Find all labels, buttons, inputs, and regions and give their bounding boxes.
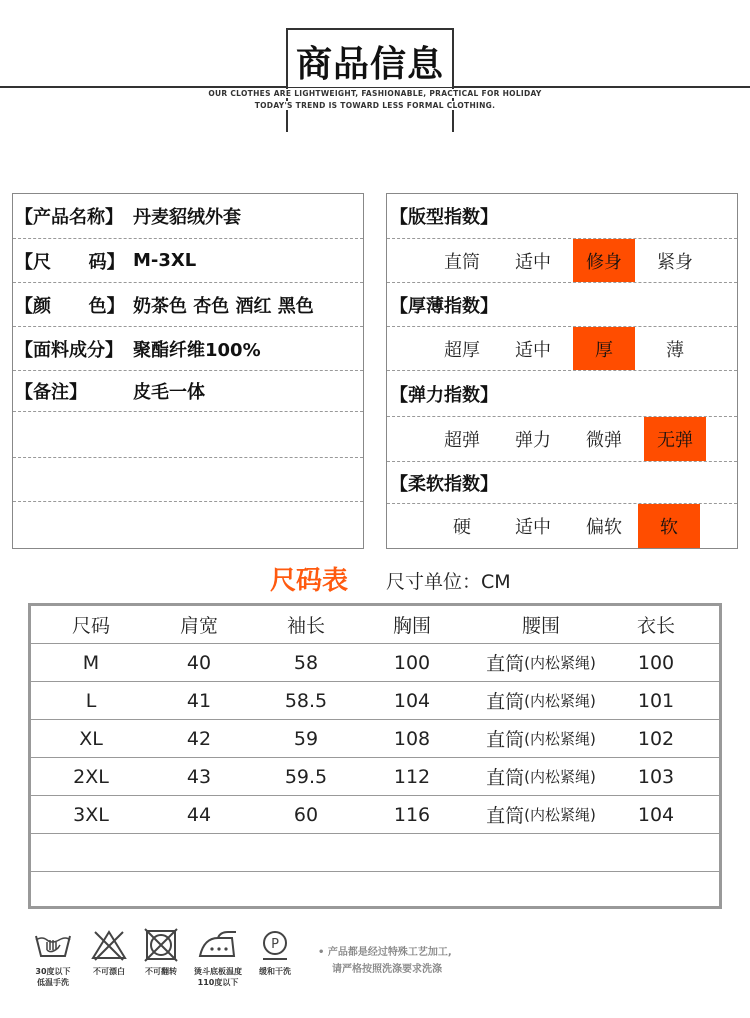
page-title: 商品信息 (288, 36, 452, 87)
table-cell: 40 (186, 651, 212, 674)
index-option: 紧身 (657, 251, 693, 273)
table-header-cell: 胸围 (392, 615, 431, 637)
care-label: 烫斗底板温度 110度以下 (194, 967, 242, 987)
waist-type: 直筒 (486, 767, 525, 789)
info-label: 【面料成分】 (15, 339, 123, 361)
index-option: 适中 (515, 339, 551, 361)
waist-type: 直筒 (486, 805, 525, 827)
index-panel (386, 193, 738, 549)
table-row (31, 720, 719, 758)
no-bleach-icon (89, 928, 129, 962)
info-row-size (13, 239, 363, 283)
index-option: 超弹 (444, 430, 480, 451)
no-tumble-dry-icon (141, 928, 181, 962)
waist-type: 直筒 (486, 729, 525, 751)
table-cell: 101 (637, 689, 675, 712)
table-cell: 100 (637, 651, 675, 674)
table-cell: 103 (637, 765, 675, 788)
info-value: 丹麦貂绒外套 (133, 207, 241, 228)
table-cell: M (82, 651, 100, 674)
index-title-row (387, 194, 737, 239)
table-cell (471, 796, 611, 833)
hand-wash-icon (33, 928, 73, 962)
table-cell: 104 (393, 689, 431, 712)
info-row-empty (13, 458, 363, 502)
table-cell: 58.5 (284, 689, 328, 712)
index-options-row (387, 327, 737, 371)
table-cell (471, 758, 611, 795)
table-header-cell: 衣长 (636, 615, 675, 637)
table-row (31, 644, 719, 682)
info-row-fabric (13, 327, 363, 371)
waist-type: 直筒 (486, 653, 525, 675)
table-cell: 102 (637, 727, 675, 750)
care-no-bleach (86, 928, 132, 977)
index-option: 厚 (573, 327, 635, 370)
table-cell: 104 (637, 803, 675, 826)
table-header-cell: 袖长 (286, 615, 325, 637)
index-option: 软 (638, 504, 700, 548)
index-option: 适中 (515, 517, 551, 538)
table-cell (471, 644, 611, 681)
dry-clean-icon (255, 928, 295, 962)
info-row-empty (13, 412, 363, 458)
index-title: 【版型指数】 (390, 207, 498, 228)
care-iron (186, 928, 250, 988)
waist-note: (内松紧绳) (524, 806, 596, 824)
table-cell: 108 (393, 727, 431, 750)
info-row-name (13, 194, 363, 239)
info-label: 【产品名称】 (15, 207, 123, 228)
table-cell: 59.5 (284, 765, 328, 788)
index-option: 适中 (515, 251, 551, 273)
table-header-cell: 肩宽 (179, 615, 218, 637)
table-cell: 43 (186, 765, 212, 788)
index-title: 【厚薄指数】 (390, 295, 498, 317)
index-title-row (387, 283, 737, 327)
index-option: 无弹 (644, 417, 706, 461)
waist-note: (内松紧绳) (524, 692, 596, 710)
table-header-cell: 腰围 (521, 615, 560, 637)
info-label: 【颜 色】 (15, 295, 125, 317)
waist-note: (内松紧绳) (524, 768, 596, 786)
index-title: 【弹力指数】 (390, 384, 498, 406)
index-title-row (387, 462, 737, 504)
index-option: 弹力 (515, 430, 551, 451)
care-note-line2: 请严格按照洗涤要求洗涤 (332, 964, 442, 975)
table-row-empty (31, 872, 719, 910)
header-subtitle-2: TODAY'S TREND IS TOWARD LESS FORMAL CLOTHING. (250, 101, 500, 110)
care-label: 缓和干洗 (259, 967, 291, 976)
table-row (31, 796, 719, 834)
index-option: 偏软 (586, 517, 622, 538)
table-cell: XL (79, 727, 103, 750)
table-cell: 59 (293, 727, 319, 750)
table-cell: 41 (186, 689, 212, 712)
table-cell: 58 (293, 651, 319, 674)
table-cell: 3XL (73, 803, 109, 826)
waist-note: (内松紧绳) (524, 654, 596, 672)
table-cell (471, 682, 611, 719)
care-hand-wash (28, 928, 78, 988)
info-label: 【备注】 (15, 382, 87, 403)
care-no-tumble (138, 928, 184, 977)
index-option: 修身 (573, 239, 635, 282)
index-title-row (387, 371, 737, 417)
table-row (31, 758, 719, 796)
table-header-cell: 尺码 (71, 615, 110, 637)
size-chart-title: 尺码表 (270, 566, 349, 596)
info-label: 【尺 码】 (15, 251, 125, 273)
index-options-row (387, 504, 737, 548)
info-row-color (13, 283, 363, 327)
info-value: 奶茶色 杏色 酒红 黑色 (133, 295, 314, 317)
index-title: 【柔软指数】 (390, 473, 498, 495)
index-options-row (387, 417, 737, 462)
table-cell: L (85, 689, 97, 712)
table-cell: 2XL (73, 765, 109, 788)
table-row-empty (31, 834, 719, 872)
info-value: 皮毛一体 (133, 382, 205, 403)
table-cell: 44 (186, 803, 212, 826)
table-cell: 60 (293, 803, 319, 826)
svg-text:P: P (271, 937, 279, 952)
index-option: 薄 (666, 339, 684, 361)
care-note-line1: • 产品都是经过特殊工艺加工, (318, 947, 452, 958)
index-option: 直筒 (444, 251, 480, 273)
info-value: 聚酯纤维100% (133, 339, 261, 361)
waist-note: (内松紧绳) (524, 730, 596, 748)
care-dry-clean (252, 928, 298, 977)
header-subtitle-1: OUR CLOTHES ARE LIGHTWEIGHT, FASHIONABLE, PRACTICAL FOR HOLIDAY (180, 89, 570, 98)
iron-icon (196, 928, 240, 962)
waist-type: 直筒 (486, 691, 525, 713)
size-table (28, 603, 722, 909)
care-label: 不可漂白 (93, 967, 125, 976)
size-chart-unit: 尺寸单位：CM (386, 571, 511, 593)
table-cell (471, 720, 611, 757)
table-cell: 116 (393, 803, 431, 826)
info-row-empty (13, 502, 363, 548)
table-row (31, 682, 719, 720)
index-option: 硬 (453, 517, 471, 538)
care-label: 不可翻转 (145, 967, 177, 976)
table-cell: 112 (393, 765, 431, 788)
care-note (318, 944, 452, 978)
index-options-row (387, 239, 737, 283)
index-option: 微弹 (586, 430, 622, 451)
table-cell: 100 (393, 651, 431, 674)
product-info-panel (12, 193, 364, 549)
care-label: 30度以下 低温手洗 (35, 967, 71, 987)
table-header-row (31, 606, 719, 644)
info-row-note (13, 371, 363, 412)
table-cell: 42 (186, 727, 212, 750)
index-option: 超厚 (444, 339, 480, 361)
info-value: M-3XL (133, 250, 197, 271)
